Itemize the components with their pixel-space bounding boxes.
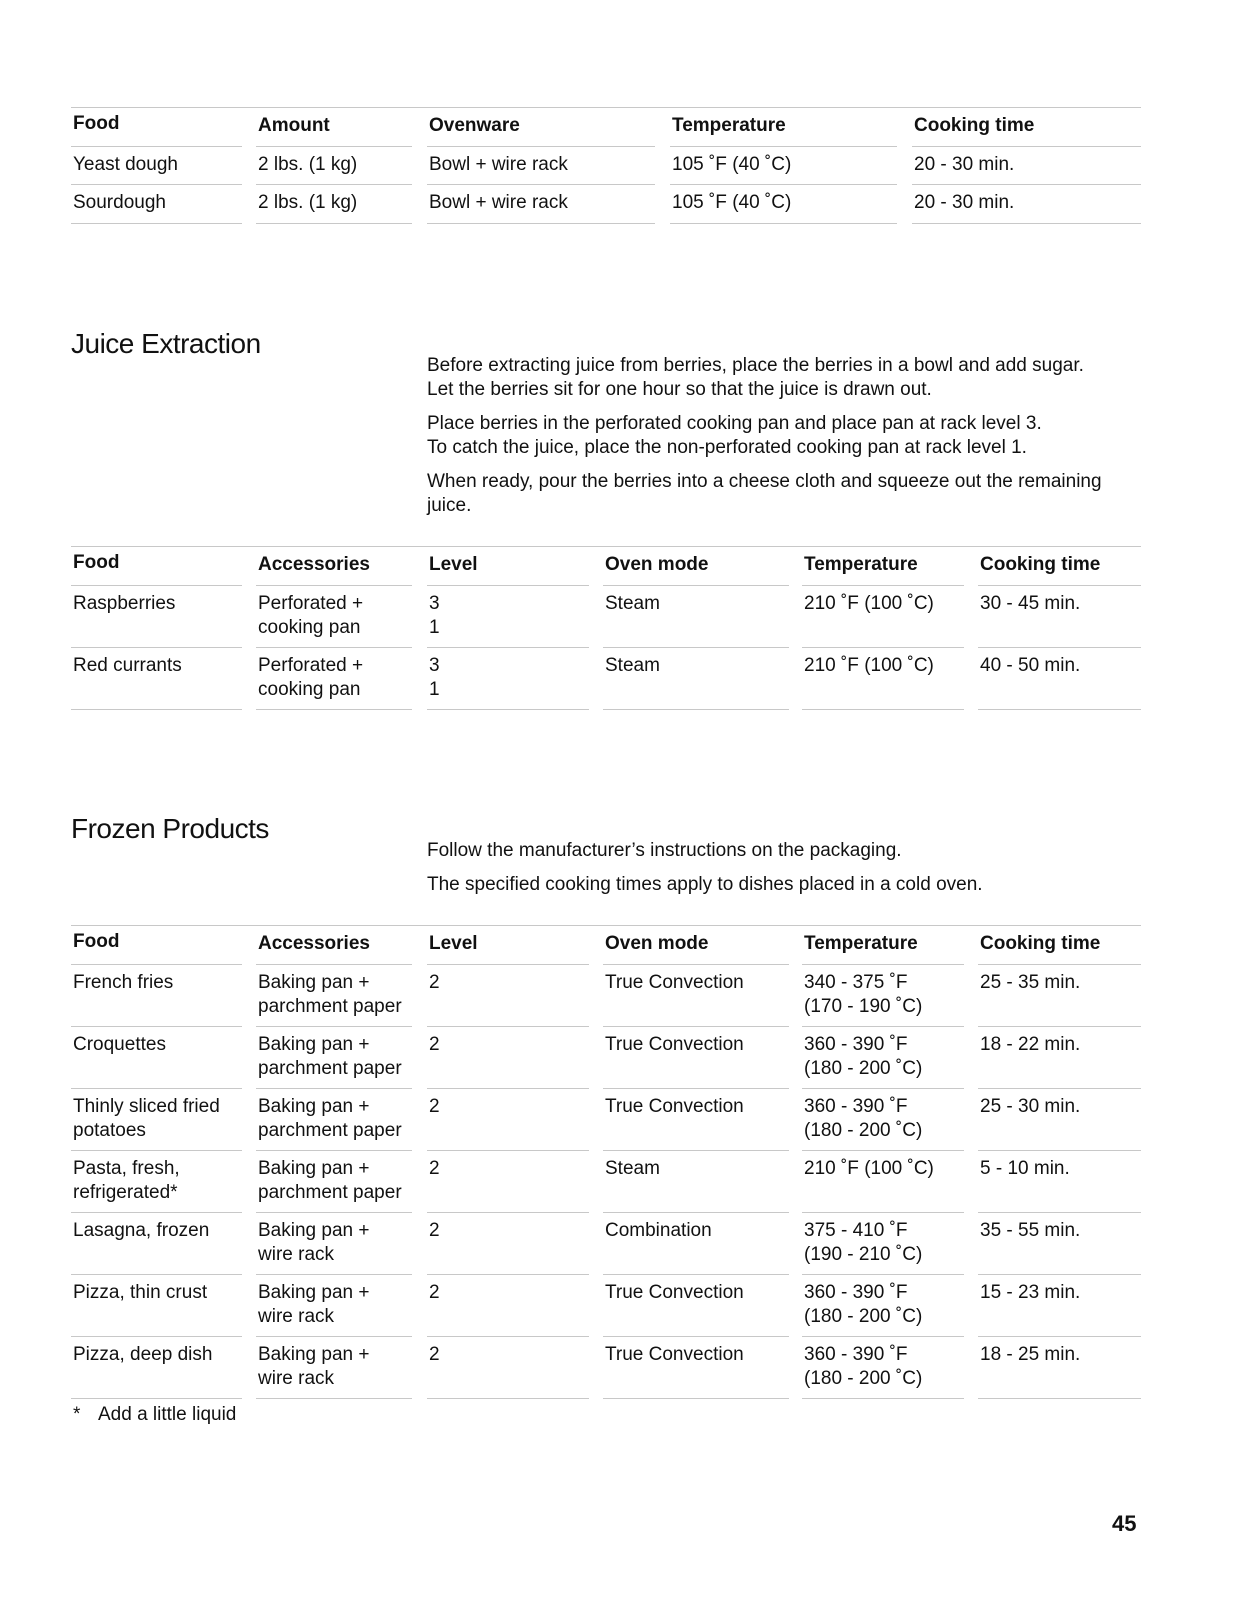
cell-text: Baking pan + wire rack [258, 1344, 370, 1389]
cell-text: 2 [429, 1220, 440, 1241]
header-level-text: Level [429, 933, 478, 954]
table-row [71, 586, 1141, 648]
header-cooking-time-text: Cooking time [914, 115, 1035, 136]
header-level [427, 925, 589, 965]
cell-text: 2 [429, 1096, 440, 1117]
header-food-text: Food [73, 931, 120, 952]
cell-temperature [802, 586, 964, 648]
juice-instructions [427, 354, 1127, 528]
cell-text: French fries [73, 972, 174, 993]
cell-cooking-time [912, 147, 1141, 185]
cell-food [71, 1213, 242, 1275]
cell-level [427, 648, 589, 710]
cell-accessories [256, 1151, 412, 1213]
header-oven-mode-text: Oven mode [605, 933, 709, 954]
cell-oven-mode [603, 1275, 789, 1337]
cell-cooking-time [978, 1213, 1141, 1275]
cell-food [71, 965, 242, 1027]
cell-level [427, 1275, 589, 1337]
cell-text: Baking pan + parchment paper [258, 1096, 402, 1141]
table-header-row [71, 925, 1141, 965]
page-number: 45 [1112, 1511, 1137, 1536]
cell-text: 3 1 [429, 593, 440, 638]
header-oven-mode [603, 546, 789, 586]
cell-text: 210 ˚F (100 ˚C) [804, 593, 934, 614]
table-row [71, 1089, 1141, 1151]
frozen-table [71, 925, 1141, 1399]
header-temperature [802, 925, 964, 965]
cell-text: 360 - 390 ˚F (180 - 200 ˚C) [804, 1034, 923, 1079]
cell-oven-mode [603, 648, 789, 710]
cell-oven-mode [603, 586, 789, 648]
header-amount [256, 107, 412, 147]
cell-food [71, 1027, 242, 1089]
cell-text: 2 [429, 1034, 440, 1055]
cell-temperature [802, 1337, 964, 1399]
cell-oven-mode [603, 1151, 789, 1213]
cell-ovenware [427, 185, 655, 224]
header-accessories [256, 925, 412, 965]
section-title-juice-extraction: Juice Extraction [71, 328, 261, 359]
cell-temperature [802, 1213, 964, 1275]
cell-accessories [256, 1089, 412, 1151]
header-level-text: Level [429, 554, 478, 575]
cell-text: Steam [605, 1158, 660, 1179]
header-cooking-time [912, 107, 1141, 147]
cell-oven-mode [603, 1027, 789, 1089]
cell-text: Baking pan + parchment paper [258, 1158, 402, 1203]
cell-oven-mode [603, 965, 789, 1027]
cell-text: 360 - 390 ˚F (180 - 200 ˚C) [804, 1344, 923, 1389]
cell-accessories [256, 1027, 412, 1089]
header-cooking-time-text: Cooking time [980, 933, 1101, 954]
cell-food [71, 1089, 242, 1151]
cell-cooking-time [978, 586, 1141, 648]
cell-cooking-time [978, 1275, 1141, 1337]
cell-text: 2 [429, 972, 440, 993]
cell-food [71, 1275, 242, 1337]
header-temperature-text: Temperature [804, 554, 918, 575]
cell-text: 210 ˚F (100 ˚C) [804, 655, 934, 676]
cell-cooking-time [978, 648, 1141, 710]
header-accessories-text: Accessories [258, 554, 370, 575]
section-title-frozen-products: Frozen Products [71, 813, 269, 844]
header-oven-mode [603, 925, 789, 965]
cell-text: Thinly sliced fried potatoes [73, 1096, 220, 1141]
cell-oven-mode [603, 1213, 789, 1275]
paragraph: Before extracting juice from berries, place the berries in a bowl and add sugar. Let the berries sit for one hour so that the juice is drawn out. [427, 355, 1084, 400]
cell-cooking-time [978, 1089, 1141, 1151]
cell-food [71, 586, 242, 648]
cell-text: 360 - 390 ˚F (180 - 200 ˚C) [804, 1096, 923, 1141]
header-food [71, 925, 242, 965]
cell-accessories [256, 1275, 412, 1337]
cell-temperature [670, 147, 897, 185]
table-row [71, 1337, 1141, 1399]
table-row [71, 648, 1141, 710]
cell-level [427, 965, 589, 1027]
cell-text: 20 - 30 min. [914, 154, 1015, 175]
header-ovenware [427, 107, 655, 147]
cell-text: Pizza, deep dish [73, 1344, 213, 1365]
header-cooking-time-text: Cooking time [980, 554, 1101, 575]
cell-oven-mode [603, 1337, 789, 1399]
cell-cooking-time [978, 965, 1141, 1027]
header-level [427, 546, 589, 586]
cell-food [71, 185, 242, 224]
cell-ovenware [427, 147, 655, 185]
cell-text: Perforated + cooking pan [258, 593, 364, 638]
cell-cooking-time [978, 1337, 1141, 1399]
cell-text: Pasta, fresh, refrigerated* [73, 1158, 180, 1203]
header-accessories [256, 546, 412, 586]
cell-accessories [256, 586, 412, 648]
cell-level [427, 1213, 589, 1275]
header-temperature [670, 107, 897, 147]
cell-text: Baking pan + wire rack [258, 1282, 370, 1327]
footnote-text: Add a little liquid [98, 1404, 237, 1425]
footnote [73, 1403, 236, 1427]
cell-text: 25 - 35 min. [980, 972, 1081, 993]
cell-food [71, 1151, 242, 1213]
juice-table [71, 546, 1141, 710]
cell-text: Raspberries [73, 593, 176, 614]
cell-text: 375 - 410 ˚F (190 - 210 ˚C) [804, 1220, 923, 1265]
cell-text: 360 - 390 ˚F (180 - 200 ˚C) [804, 1282, 923, 1327]
header-cooking-time [978, 925, 1141, 965]
cell-text: True Convection [605, 1344, 744, 1365]
cell-text: Steam [605, 593, 660, 614]
cell-text: 35 - 55 min. [980, 1220, 1081, 1241]
cell-text: 18 - 22 min. [980, 1034, 1081, 1055]
header-food-text: Food [73, 113, 120, 134]
cell-text: Pizza, thin crust [73, 1282, 208, 1303]
cell-text: 2 [429, 1344, 440, 1365]
header-oven-mode-text: Oven mode [605, 554, 709, 575]
cell-oven-mode [603, 1089, 789, 1151]
table-row [71, 1275, 1141, 1337]
dough-table [71, 107, 1141, 224]
cell-text: Baking pan + parchment paper [258, 972, 402, 1017]
header-amount-text: Amount [258, 115, 330, 136]
cell-amount [256, 147, 412, 185]
cell-text: 105 ˚F (40 ˚C) [672, 154, 792, 175]
cell-temperature [802, 1275, 964, 1337]
header-food-text: Food [73, 552, 120, 573]
header-temperature-text: Temperature [672, 115, 786, 136]
cell-text: 20 - 30 min. [914, 192, 1015, 213]
paragraph: Follow the manufacturer’s instructions on the packaging. [427, 840, 902, 861]
frozen-instructions [427, 839, 1127, 907]
cell-text: 2 [429, 1282, 440, 1303]
cell-text: Lasagna, frozen [73, 1220, 210, 1241]
cell-level [427, 1337, 589, 1399]
table-row [71, 1027, 1141, 1089]
paragraph: The specified cooking times apply to dishes placed in a cold oven. [427, 874, 983, 895]
cell-text: True Convection [605, 1034, 744, 1055]
cell-temperature [802, 648, 964, 710]
cell-text: True Convection [605, 1282, 744, 1303]
cell-text: Sourdough [73, 192, 166, 213]
cell-text: 40 - 50 min. [980, 655, 1081, 676]
cell-temperature [802, 1027, 964, 1089]
cell-text: Perforated + cooking pan [258, 655, 364, 700]
cell-text: Baking pan + parchment paper [258, 1034, 402, 1079]
cell-temperature [802, 1151, 964, 1213]
header-accessories-text: Accessories [258, 933, 370, 954]
table-row [71, 1213, 1141, 1275]
cell-text: 2 lbs. (1 kg) [258, 192, 358, 213]
header-food [71, 107, 242, 147]
cell-text: 105 ˚F (40 ˚C) [672, 192, 792, 213]
table-row [71, 1151, 1141, 1213]
cell-food [71, 648, 242, 710]
cell-food [71, 147, 242, 185]
table-row [71, 147, 1141, 185]
cell-cooking-time [978, 1151, 1141, 1213]
paragraph: When ready, pour the berries into a cheese cloth and squeeze out the remaining juice. [427, 471, 1102, 516]
cell-text: 340 - 375 ˚F (170 - 190 ˚C) [804, 972, 923, 1017]
cell-accessories [256, 648, 412, 710]
table-header-row [71, 107, 1141, 147]
cell-level [427, 1151, 589, 1213]
cell-text: Yeast dough [73, 154, 178, 175]
cell-text: True Convection [605, 1096, 744, 1117]
cell-temperature [802, 965, 964, 1027]
cell-text: Steam [605, 655, 660, 676]
cell-accessories [256, 1337, 412, 1399]
header-food [71, 546, 242, 586]
cell-text: Croquettes [73, 1034, 166, 1055]
cell-amount [256, 185, 412, 224]
cell-text: 3 1 [429, 655, 440, 700]
cell-text: 210 ˚F (100 ˚C) [804, 1158, 934, 1179]
cell-text: 5 - 10 min. [980, 1158, 1070, 1179]
cell-text: Red currants [73, 655, 182, 676]
cell-cooking-time [978, 1027, 1141, 1089]
paragraph: Place berries in the perforated cooking pan and place pan at rack level 3. To catch the juice, place the non-perforated cooking pan at rack level 1. [427, 413, 1042, 458]
table-row [71, 185, 1141, 224]
header-temperature-text: Temperature [804, 933, 918, 954]
cell-temperature [802, 1089, 964, 1151]
cell-text: 25 - 30 min. [980, 1096, 1081, 1117]
cell-text: 15 - 23 min. [980, 1282, 1081, 1303]
table-header-row [71, 546, 1141, 586]
cell-text: 2 [429, 1158, 440, 1179]
cell-accessories [256, 1213, 412, 1275]
table-row [71, 965, 1141, 1027]
cell-text: 30 - 45 min. [980, 593, 1081, 614]
cell-text: 2 lbs. (1 kg) [258, 154, 358, 175]
cell-level [427, 1089, 589, 1151]
cell-text: Bowl + wire rack [429, 154, 568, 175]
cell-text: Combination [605, 1220, 712, 1241]
cell-text: 18 - 25 min. [980, 1344, 1081, 1365]
cell-accessories [256, 965, 412, 1027]
cell-text: True Convection [605, 972, 744, 993]
footnote-mark: * [73, 1404, 81, 1425]
cell-level [427, 1027, 589, 1089]
header-ovenware-text: Ovenware [429, 115, 520, 136]
header-temperature [802, 546, 964, 586]
cell-level [427, 586, 589, 648]
cell-text: Baking pan + wire rack [258, 1220, 370, 1265]
cell-food [71, 1337, 242, 1399]
cell-cooking-time [912, 185, 1141, 224]
cell-temperature [670, 185, 897, 224]
cell-text: Bowl + wire rack [429, 192, 568, 213]
header-cooking-time [978, 546, 1141, 586]
